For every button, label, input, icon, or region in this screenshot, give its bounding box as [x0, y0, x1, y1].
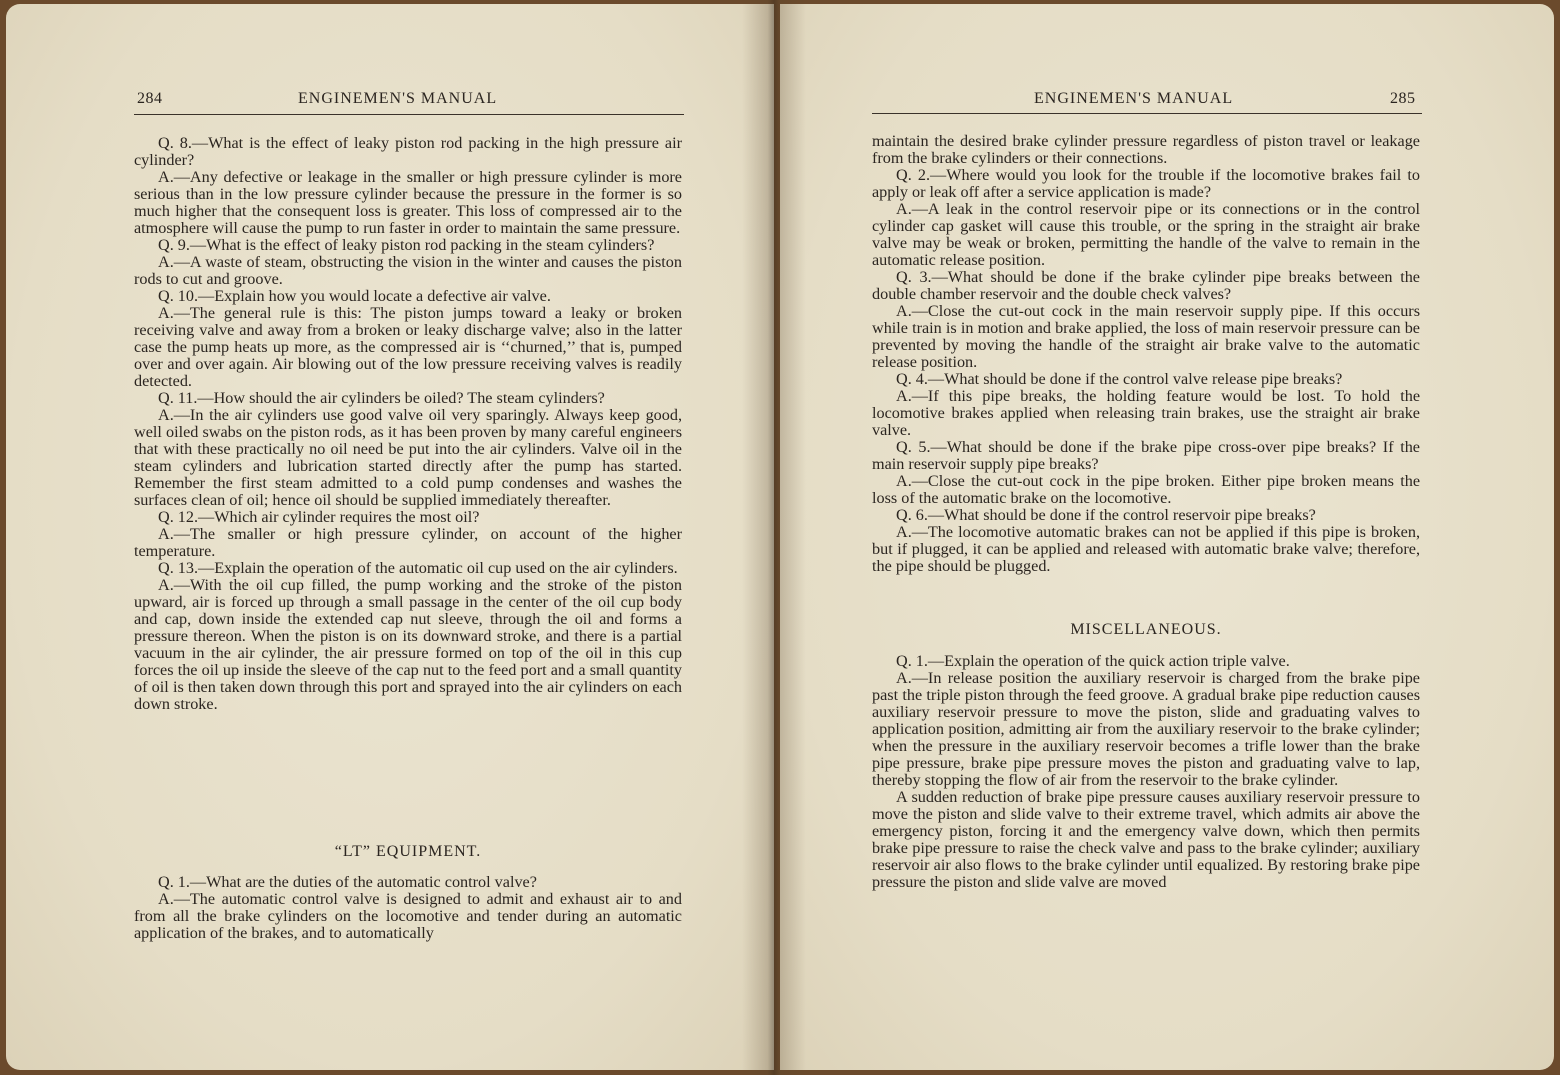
- paragraph: A.—The general rule is this: The piston jumps toward a leaky or broken receiving valve and away from a broken or leaky discharge valve; also in the latter case the pump heats up more, as the compressed air is ‘‘churned,’’ that is, pumped over and over again. Air blowing out of the low pressure receiving valves is readily detected.: [134, 304, 682, 390]
- book-gutter: [742, 0, 806, 1075]
- paragraph: A.—A leak in the control reservoir pipe or its connections or in the control cylinder cap gasket will cause this trouble, or the spring in the straight air brake valve may be weak or broken, permitting the handle of the valve to remain in the automatic release position.: [872, 200, 1420, 269]
- paragraph: Q. 5.—What should be done if the brake pipe cross-over pipe breaks? If the main reservoir supply pipe breaks?: [872, 438, 1420, 473]
- paragraph: A.—With the oil cup filled, the pump working and the stroke of the piston upward, air is forced up through a small passage in the center of the oil cup body and cap, down inside the extended cap nut sleeve, through the oil and forms a pressure thereon. When the piston is on its downward stroke, and there is a partial vacuum in the air cylinder, the air pressure formed on top of the oil in this cup forces the oil up inside the sleeve of the cap nut to the feed port and a small quantity of oil is then taken down through this port and sprayed into the air cylinders on each down stroke.: [134, 576, 682, 713]
- left-running-head: [0, 90, 780, 114]
- left-page-number: 284: [137, 90, 163, 107]
- paragraph: A.—Any defective or leakage in the smaller or high pressure cylinder is more serious than in the low pressure cylinder because the pressure in the former is so much higher that the consequent loss is greater. This loss of compressed air to the atmosphere will cause the pump to run faster in order to maintain the same pressure.: [134, 168, 682, 237]
- left-running-title: ENGINEMEN'S MANUAL: [298, 90, 498, 107]
- paragraph: A.—If this pipe breaks, the holding feature would be lost. To hold the locomotive brakes applied when releasing train brakes, use the straight air brake valve.: [872, 387, 1420, 439]
- right-page-number: 285: [1390, 90, 1416, 107]
- paragraph: A.—Close the cut-out cock in the main reservoir supply pipe. If this occurs while train is in motion and brake applied, the loss of main reservoir pressure can be prevented by moving the handle of the straight air brake valve to the automatic release position.: [872, 302, 1420, 371]
- paragraph: A.—A waste of steam, obstructing the vision in the winter and causes the piston rods to cut and groove.: [134, 253, 682, 288]
- continuation-paragraph: maintain the desired brake cylinder pressure regardless of piston travel or leakage from the brake cylinders or their connections.: [872, 132, 1420, 167]
- right-body-top: [872, 133, 1420, 575]
- right-running-title: ENGINEMEN'S MANUAL: [1034, 90, 1234, 107]
- paragraph: Q. 11.—How should the air cylinders be oiled? The steam cylinders?: [158, 389, 605, 407]
- paragraph: Q. 4.—What should be done if the control valve release pipe breaks?: [896, 370, 1343, 388]
- paragraph: Q. 13.—Explain the operation of the automatic oil cup used on the air cylinders.: [158, 559, 678, 577]
- right-body-bottom: [872, 653, 1420, 891]
- paragraph: A.—In the air cylinders use good valve oil very sparingly. Always keep good, well oiled swabs on the piston rods, as it has been proven by many careful engineers that with these practically no oil need be put into the air cylinders. Valve oil in the steam cylinders and lubrication started directly after the pump has started. Remember the first steam admitted to a cold pump condenses and washes the surfaces clean of oil; hence oil should be supplied immediately thereafter.: [134, 406, 682, 509]
- paragraph: A.—In release position the auxiliary reservoir is charged from the brake pipe past the triple piston through the feed groove. A gradual brake pipe reduction causes auxiliary reservoir pressure to move the piston, slide and graduating valves to application position, admitting air from the auxiliary reservoir to the brake cylinder; when the pressure in the auxiliary reservoir becomes a trifle lower than the brake pipe pressure, brake pipe pressure moves the piston and graduating valve to lap, thereby stopping the flow of air from the reservoir to the brake cylinder.: [872, 669, 1420, 789]
- paragraph: Q. 3.—What should be done if the brake cylinder pipe breaks between the double chamber reservoir and the double check valves?: [872, 268, 1420, 303]
- right-running-head: [780, 90, 1560, 114]
- paragraph: Q. 1.—What are the duties of the automatic control valve?: [158, 873, 537, 891]
- paragraph: Q. 2.—Where would you look for the trouble if the locomotive brakes fail to apply or leak off after a service application is made?: [872, 166, 1420, 201]
- left-header-rule: [134, 114, 684, 115]
- paragraph: Q. 9.—What is the effect of leaky piston rod packing in the steam cylinders?: [158, 236, 655, 254]
- right-header-rule: [872, 113, 1422, 114]
- paragraph: Q. 1.—Explain the operation of the quick action triple valve.: [896, 652, 1290, 670]
- paragraph: A.—The smaller or high pressure cylinder, on account of the higher temperature.: [134, 525, 682, 560]
- paragraph: A.—The locomotive automatic brakes can not be applied if this pipe is broken, but if plugged, it can be applied and released with automatic brake valve; therefore, the pipe should be plugged.: [872, 523, 1420, 575]
- paragraph: Q. 6.—What should be done if the control reservoir pipe breaks?: [896, 506, 1316, 524]
- paragraph: Q. 10.—Explain how you would locate a defective air valve.: [158, 287, 551, 305]
- paragraph: A.—The automatic control valve is designed to admit and exhaust air to and from all the brake cylinders on the locomotive and tender during an automatic application of the brakes, and to automatically: [134, 890, 682, 942]
- left-body-bottom: [134, 874, 682, 942]
- paragraph: Q. 8.—What is the effect of leaky piston rod packing in the high pressure air cylinder?: [134, 134, 682, 169]
- paragraph: A.—Close the cut-out cock in the pipe broken. Either pipe broken means the loss of the automatic brake on the locomotive.: [872, 472, 1420, 507]
- paragraph: A sudden reduction of brake pipe pressure causes auxiliary reservoir pressure to move the piston and slide valve to their extreme travel, which admits air above the emergency piston, forcing it and the emergency valve down, which then permits brake pipe pressure to raise the check valve and pass to the brake cylinder; auxiliary reservoir air also flows to the brake cylinder until equalized. By restoring brake pipe pressure the piston and slide valve are moved: [872, 788, 1420, 891]
- left-section-heading: “LT” EQUIPMENT.: [334, 843, 482, 860]
- right-section-heading: MISCELLANEOUS.: [1070, 621, 1222, 638]
- left-body-top: [134, 135, 682, 713]
- paragraph: Q. 12.—Which air cylinder requires the most oil?: [158, 508, 480, 526]
